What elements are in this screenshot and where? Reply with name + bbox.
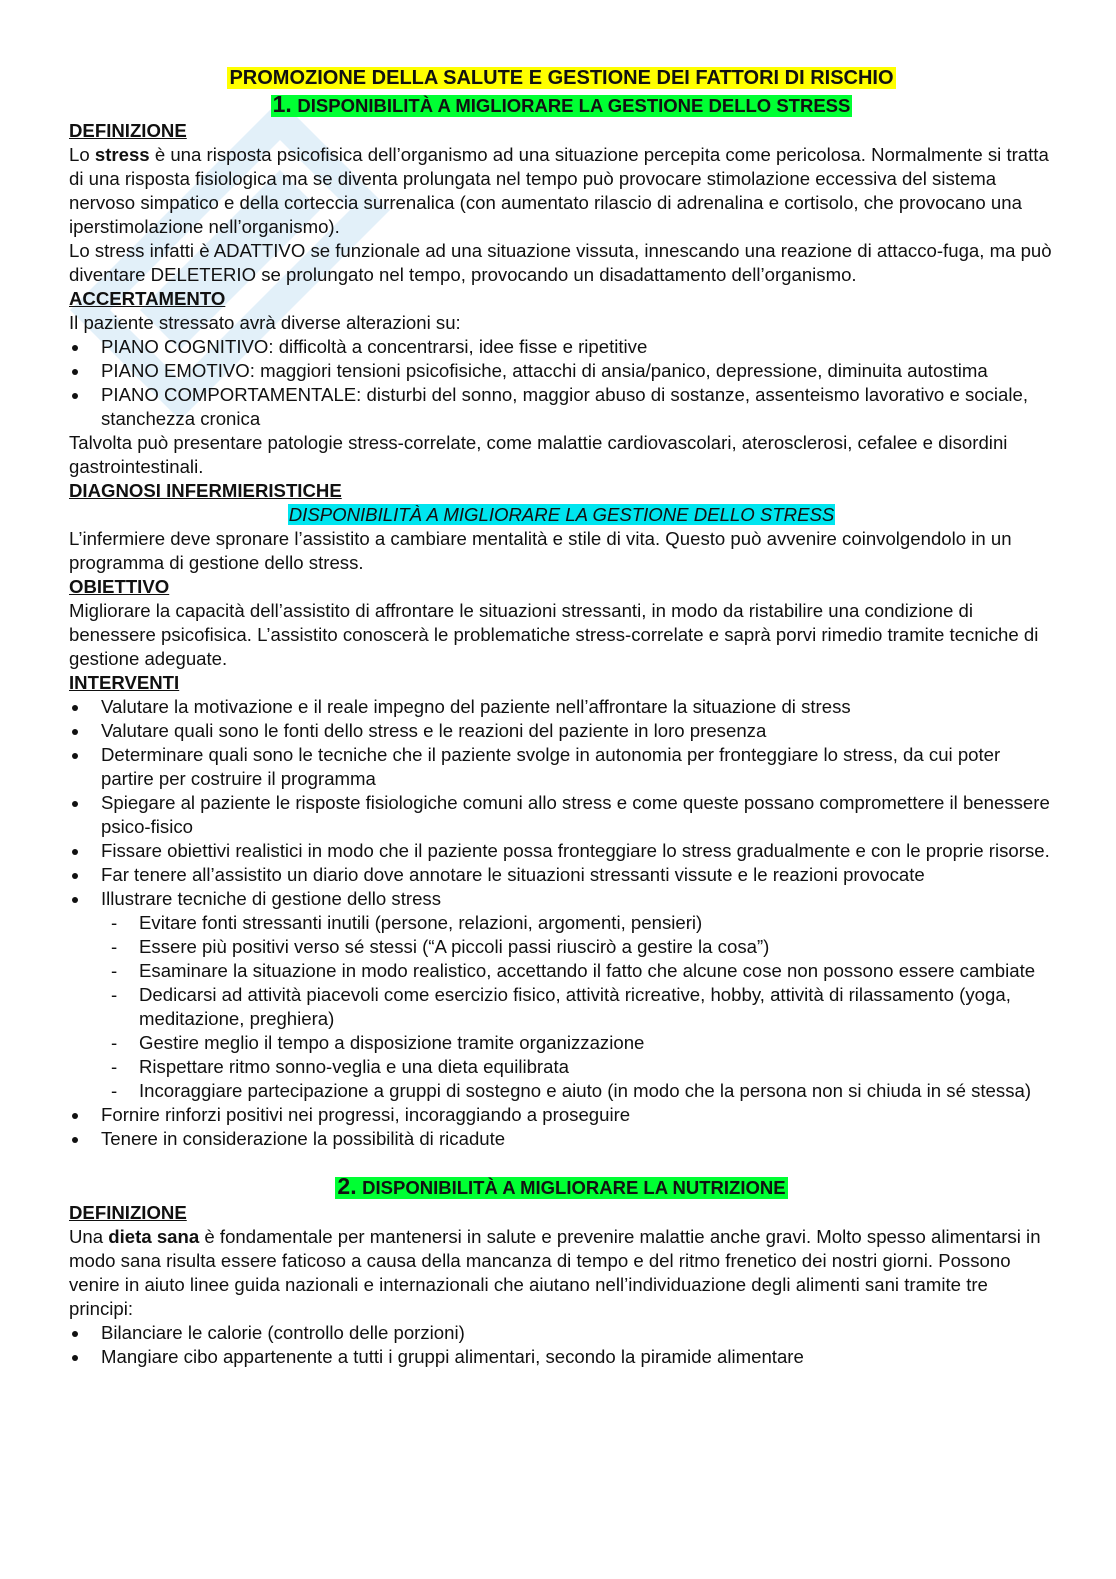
list-item: Valutare quali sono le fonti dello stress e le reazioni del paziente in loro presenza <box>69 719 1054 743</box>
diagnosi-heading: DIAGNOSI INFERMIERISTICHE <box>69 480 342 501</box>
document-page <box>69 65 1054 1369</box>
interventi-list-end <box>69 1103 1054 1151</box>
list-item: - Essere più positivi verso sé stessi (“A piccoli passi riuscirò a gestire la cosa”) <box>107 935 1054 959</box>
list-item: Determinare quali sono le tecniche che il paziente svolge in autonomia per fronteggiare lo stress, da cui poter partire per costruire il programma <box>69 743 1054 791</box>
section-2-title <box>69 1173 1054 1201</box>
list-item: PIANO EMOTIVO: maggiori tensioni psicofisiche, attacchi di ansia/panico, depressione, diminuita autostima <box>69 359 1054 383</box>
tecniche-list <box>107 911 1054 1103</box>
list-item: PIANO COGNITIVO: difficoltà a concentrarsi, idee fisse e ripetitive <box>69 335 1054 359</box>
section-1-title <box>69 91 1054 119</box>
section-1-title-text: DISPONIBILITÀ A MIGLIORARE LA GESTIONE DELLO STRESS <box>297 95 851 116</box>
definizione-2-paragraph: Una dieta sana è fondamentale per mantenersi in salute e prevenire malattie anche gravi. Molto spesso alimentarsi in modo sana risulta essere faticoso a causa della mancanza di tempo e del ritmo frenetico dei nostri giorni. Possono venire in aiuto linee guida nazionali e internazionali che aiutano nell’individuazione degli alimenti sani tramite tre principi: <box>69 1226 1041 1319</box>
list-item: Fissare obiettivi realistici in modo che il paziente possa fronteggiare lo stress gradualmente e con le proprie risorse. <box>69 839 1054 863</box>
definizione-paragraph-2: Lo stress infatti è ADATTIVO se funzionale ad una situazione vissuta, innescando una reazione di attacco-fuga, ma può diventare DELETERIO se prolungato nel tempo, provocando un disadattamento dell’organismo. <box>69 240 1052 285</box>
list-item: - Rispettare ritmo sonno-veglia e una dieta equilibrata <box>107 1055 1054 1079</box>
section-2-number: 2. <box>337 1173 357 1199</box>
accertamento-outro: Talvolta può presentare patologie stress-correlate, come malattie cardiovascolari, aterosclerosi, cefalee e disordini gastrointestinali. <box>69 432 1008 477</box>
list-item: - Gestire meglio il tempo a disposizione tramite organizzazione <box>107 1031 1054 1055</box>
list-item: Fornire rinforzi positivi nei progressi, incoraggiando a proseguire <box>69 1103 1054 1127</box>
document-title <box>69 65 1054 91</box>
accertamento-intro: Il paziente stressato avrà diverse alterazioni su: <box>69 312 461 333</box>
list-item: Illustrare tecniche di gestione dello stress <box>69 887 1054 911</box>
obiettivo-text: Migliorare la capacità dell’assistito di affrontare le situazioni stressanti, in modo da ristabilire una condizione di benessere psicofisica. L’assistito conoscerà le problematiche stress-correlate e saprà porvi rimedio tramite tecniche di gestione adeguate. <box>69 600 1039 669</box>
diagnosi-label: DISPONIBILITÀ A MIGLIORARE LA GESTIONE DELLO STRESS <box>288 504 835 525</box>
list-item: Far tenere all’assistito un diario dove annotare le situazioni stressanti vissute e le reazioni provocate <box>69 863 1054 887</box>
obiettivo-heading: OBIETTIVO <box>69 576 170 597</box>
list-item: Spiegare al paziente le risposte fisiologiche comuni allo stress e come queste possano compromettere il benessere psico-fisico <box>69 791 1054 839</box>
list-item: - Dedicarsi ad attività piacevoli come esercizio fisico, attività ricreative, hobby, attività di rilassamento (yoga, meditazione, preghiera) <box>107 983 1054 1031</box>
list-item: - Evitare fonti stressanti inutili (persone, relazioni, argomenti, pensieri) <box>107 911 1054 935</box>
list-item: - Esaminare la situazione in modo realistico, accettando il fatto che alcune cose non possono essere cambiate <box>107 959 1054 983</box>
interventi-heading: INTERVENTI <box>69 672 180 693</box>
list-item: PIANO COMPORTAMENTALE: disturbi del sonno, maggior abuso di sostanze, assenteismo lavorativo e sociale, stanchezza cronica <box>69 383 1054 431</box>
list-item: - Incoraggiare partecipazione a gruppi di sostegno e aiuto (in modo che la persona non si chiuda in sé stessa) <box>107 1079 1054 1103</box>
accertamento-heading: ACCERTAMENTO <box>69 288 226 309</box>
list-item: Mangiare cibo appartenente a tutti i gruppi alimentari, secondo la piramide alimentare <box>69 1345 1054 1369</box>
diagnosi-text: L’infermiere deve spronare l’assistito a cambiare mentalità e stile di vita. Questo può avvenire coinvolgendolo in un programma di gestione dello stress. <box>69 528 1012 573</box>
section-1-number: 1. <box>272 91 292 117</box>
section-2-title-text: DISPONIBILITÀ A MIGLIORARE LA NUTRIZIONE <box>362 1177 786 1198</box>
definizione-paragraph-1: Lo stress è una risposta psicofisica dell’organismo ad una situazione percepita come pericolosa. Normalmente si tratta di una risposta fisiologica ma se diventa prolungata nel tempo può provocare stimolazione eccessiva del sistema nervoso simpatico e della corteccia surrenalica (con aumentato rilascio di adrenalina e cortisolo, che provocano una iperstimolazione nell’organismo). <box>69 144 1049 237</box>
definizione-heading-2: DEFINIZIONE <box>69 1202 187 1223</box>
list-item: Tenere in considerazione la possibilità di ricadute <box>69 1127 1054 1151</box>
interventi-list <box>69 695 1054 911</box>
definizione-heading: DEFINIZIONE <box>69 120 187 141</box>
list-item: Bilanciare le calorie (controllo delle porzioni) <box>69 1321 1054 1345</box>
accertamento-list <box>69 335 1054 431</box>
list-item: Valutare la motivazione e il reale impegno del paziente nell’affrontare la situazione di stress <box>69 695 1054 719</box>
title-text: PROMOZIONE DELLA SALUTE E GESTIONE DEI FATTORI DI RISCHIO <box>229 67 894 89</box>
nutrizione-list <box>69 1321 1054 1369</box>
